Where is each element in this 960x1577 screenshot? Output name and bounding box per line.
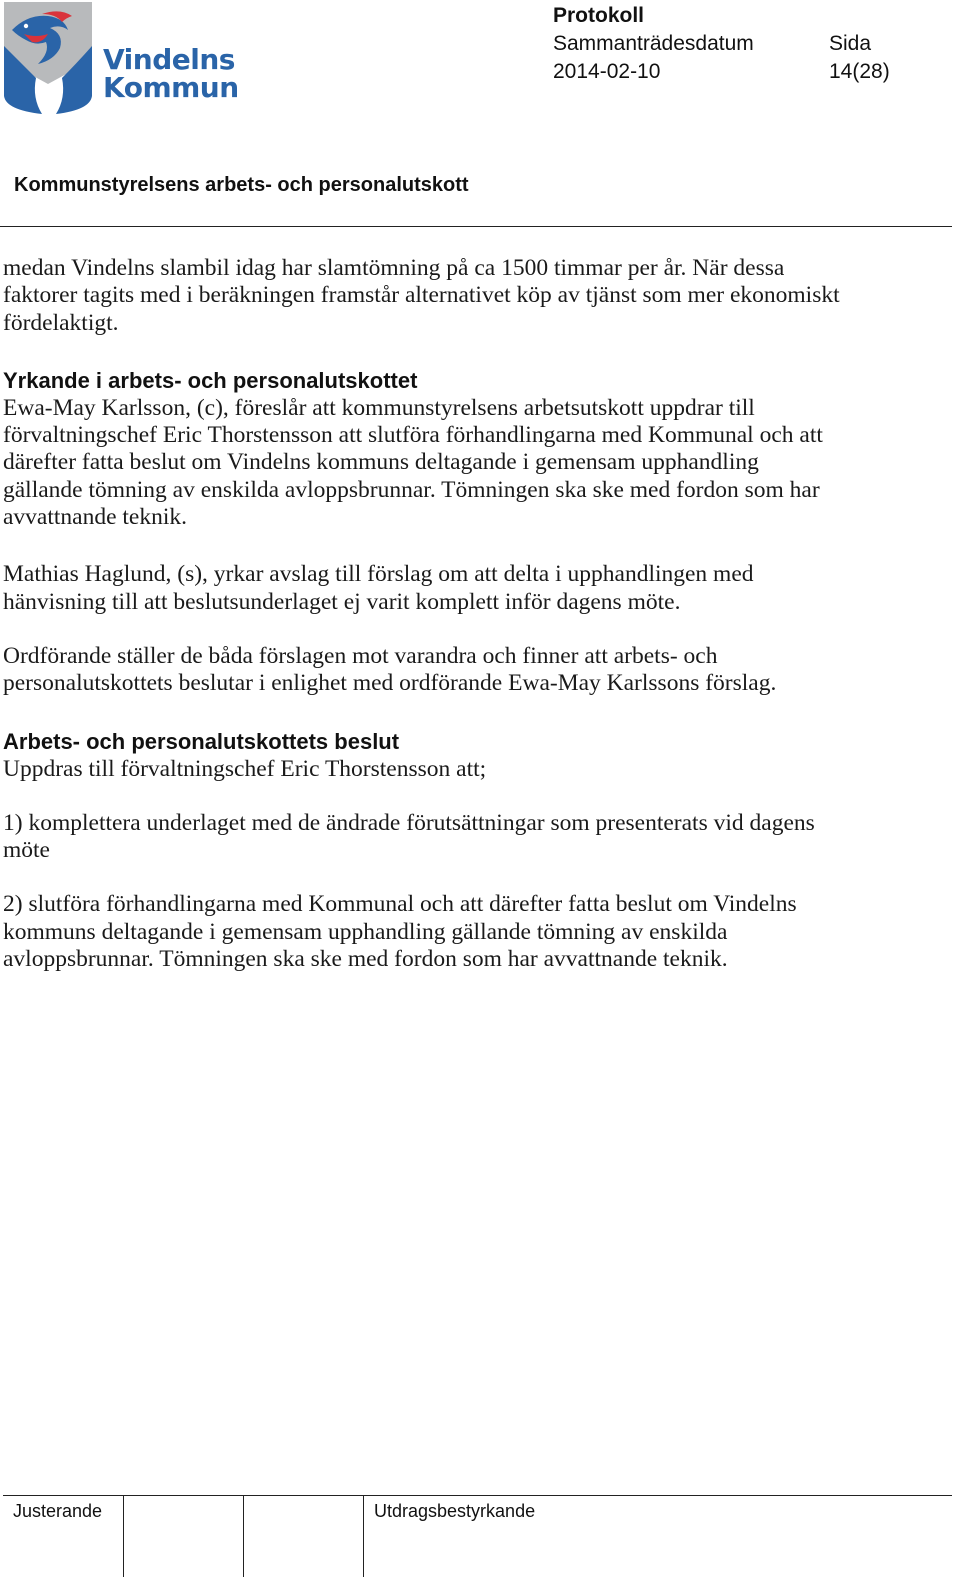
signature-cell-2 [124, 1496, 244, 1577]
logo-name-line1: Vindelns [103, 43, 235, 76]
proposal-paragraph-karlsson: Ewa-May Karlsson, (c), föreslår att kommunstyrelsens arbetsutskott uppdrar till förvaltningschef Eric Thorstensson att slutföra förhandlingarna med Kommunal och att därefter fatta beslut om Vindelns kommuns deltagande i gemensam upphandling gällande tömning av enskilda avloppsbrunnar. Tömningen ska ske med fordon som har avvattnande teknik. [3, 394, 823, 531]
utdragsbestyrkande-label: Utdragsbestyrkande [374, 1501, 536, 1521]
chair-paragraph: Ordförande ställer de båda förslagen mot varandra och finner att arbets- och personalutskottets beslutar i enlighet med ordförande Ewa-May Karlssons förslag. [3, 642, 777, 697]
logo-name-line2: Kommun [103, 71, 239, 104]
meeting-date-label: Sammanträdesdatum [553, 32, 754, 55]
proposal-paragraph-haglund: Mathias Haglund, (s), yrkar avslag till förslag om att delta i upphandlingen med hänvisning till att beslutsunderlaget ej varit komplett inför dagens möte. [3, 561, 754, 615]
signature-footer [3, 1495, 952, 1577]
signature-cell-3 [244, 1496, 364, 1577]
page-number: 14(28) [829, 60, 890, 83]
section-heading-beslut: Arbets- och personalutskottets beslut [3, 728, 400, 754]
document-type: Protokoll [553, 4, 645, 27]
page-label: Sida [829, 32, 872, 55]
decision-item-1: 1) komplettera underlaget med de ändrade förutsättningar som presenterats vid dagens möte [3, 809, 815, 864]
municipality-logo [2, 0, 242, 118]
document-body [3, 255, 843, 973]
meeting-date: 2014-02-10 [553, 60, 661, 83]
intro-paragraph: medan Vindelns slambil idag har slamtömning på ca 1500 timmar per år. När dessa faktorer tagits med i beräkningen framstår alternativet köp av tjänst som mer ekonomiskt fördelaktigt. [3, 255, 840, 336]
section-heading-yrkande: Yrkande i arbets- och personalutskottet [3, 367, 418, 393]
committee-name: Kommunstyrelsens arbets- och personalutskott [14, 174, 469, 196]
fish-shield-logo-icon [2, 0, 102, 118]
decision-intro: Uppdras till förvaltningschef Eric Thorstensson att; [3, 755, 487, 782]
decision-item-2: 2) slutföra förhandlingarna med Kommunal och att därefter fatta beslut om Vindelns kommuns deltagande i gemensam upphandling gällande tömning av enskilda avloppsbrunnar. Tömningen ska ske med fordon som har avvattnande teknik. [3, 891, 797, 973]
justerande-label: Justerande [13, 1501, 103, 1521]
header-divider [0, 226, 952, 227]
